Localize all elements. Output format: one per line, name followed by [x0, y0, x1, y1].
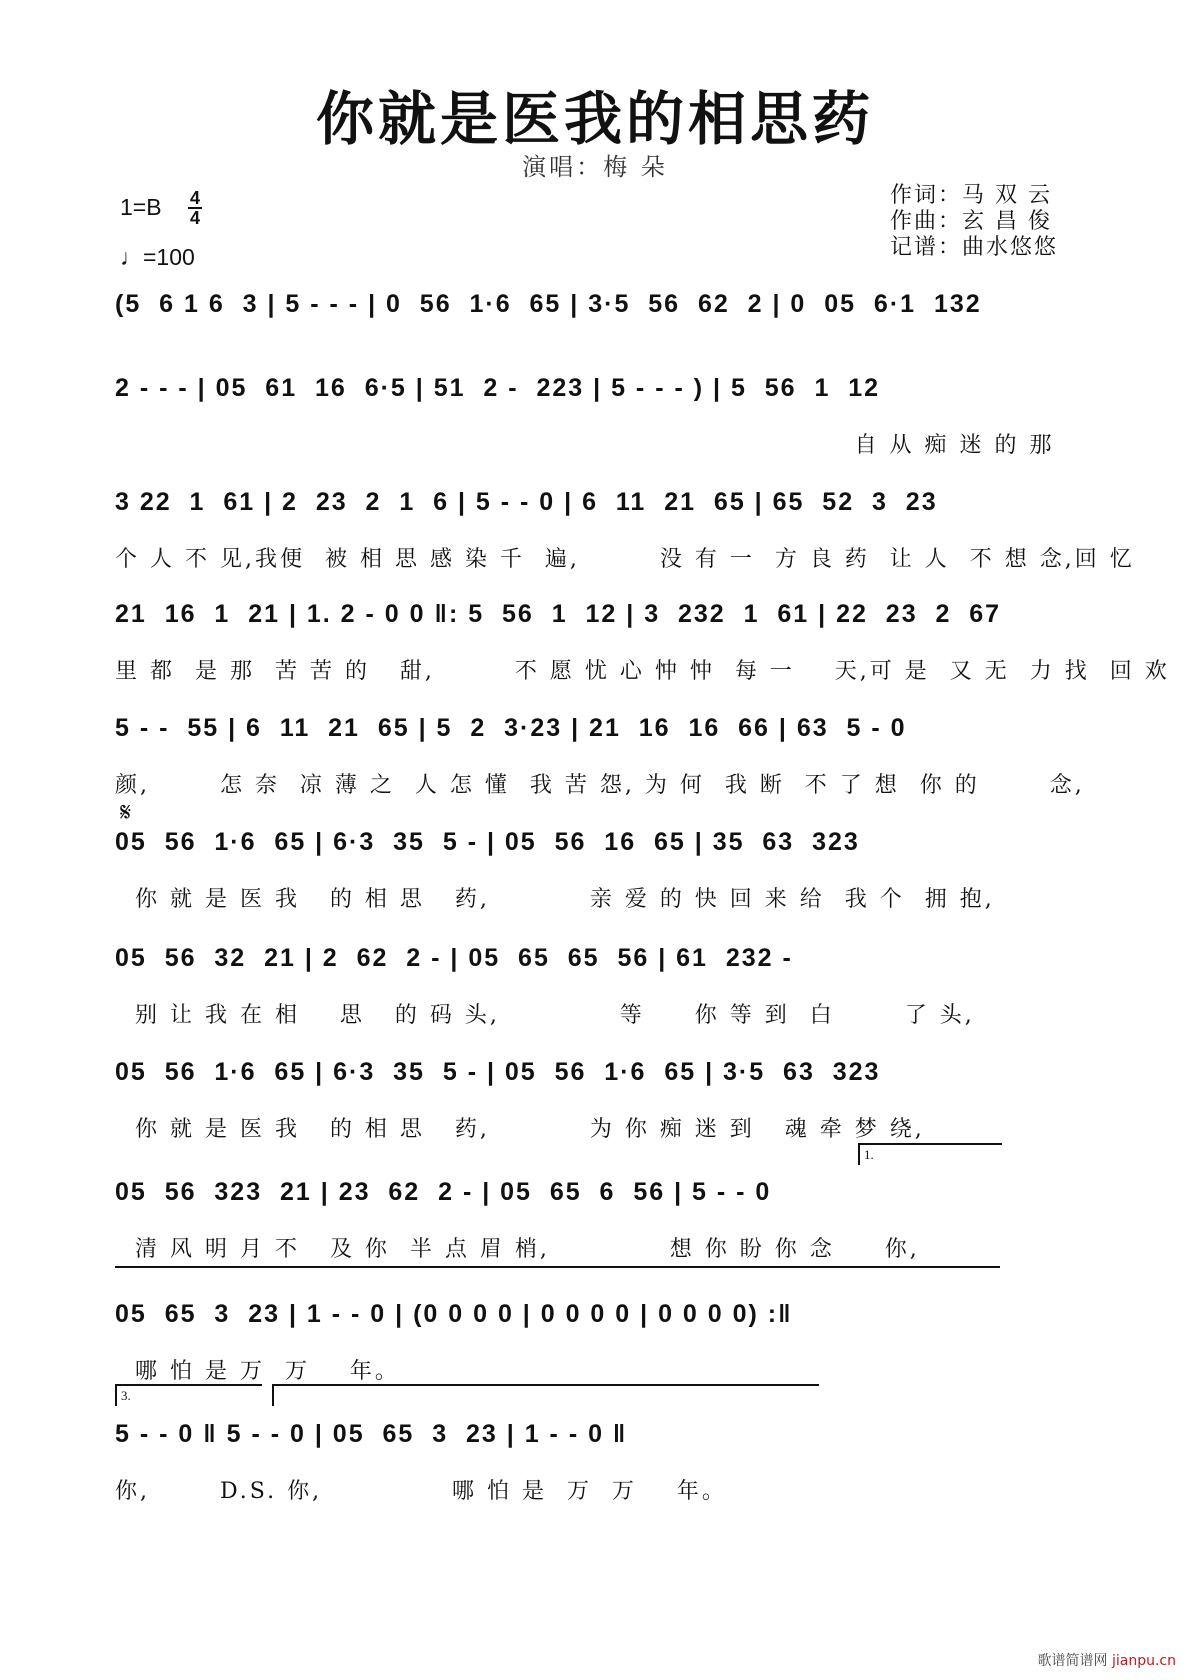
key-signature: 1=B	[120, 194, 162, 220]
site-watermark	[1038, 1650, 1176, 1670]
row-lyrics: 别 让 我 在 相 思 的 码 头, 等 你 等 到 白 了 头,	[115, 1003, 975, 1028]
row-lyrics: 清 风 明 月 不 及 你 半 点 眉 梢, 想 你 盼 你 念 你,	[115, 1237, 920, 1262]
singer-credit: 演唱：梅 朵	[522, 153, 668, 181]
row-notes: 5 - - 0 ‖ 5 - - 0 | 05 65 3 23 | 1 - - 0 ‖	[115, 1420, 628, 1448]
row-notes: (5 6 1 6 3 | 5 - - - | 0 56 1·6 65 | 3·5 56 62 2 | 0 05 6·1 132	[115, 290, 982, 318]
row-lyrics: 哪 怕 是 万 万 年。	[115, 1359, 400, 1384]
row-notes: 05 56 1·6 65 | 6·3 35 5 - | 05 56 1·6 65 | 3·5 63 323	[115, 1058, 881, 1086]
row-notes: 05 56 1·6 65 | 6·3 35 5 - | 05 56 16 65 | 35 63 323	[115, 828, 860, 856]
volta-coda-line	[272, 1384, 819, 1406]
row-notes: 5 - - 55 | 6 11 21 65 | 5 2 3·23 | 21 16 16 66 | 63 5 - 0	[115, 714, 907, 742]
row-lyrics: 自 从 痴 迷 的 那	[115, 433, 1055, 458]
row-lyrics: 你, D.S. 你, 哪 怕 是 万 万 年。	[115, 1479, 727, 1504]
volta-third-ending: 3.	[115, 1384, 262, 1406]
row-notes: 05 56 32 21 | 2 62 2 - | 05 65 65 56 | 61 232 -	[115, 944, 793, 972]
row-lyrics: 里 都 是 那 苦 苦 的 甜, 不 愿 忧 心 忡 忡 每 一 天,可 是 又 无 力 找 回 欢	[115, 659, 1170, 684]
watermark-site-name: 歌谱简谱网	[1037, 1653, 1108, 1669]
volta-first-ending: 1.	[858, 1143, 1002, 1165]
row-lyrics: 颜, 怎 奈 凉 薄 之 人 怎 懂 我 苦 怨, 为 何 我 断 不 了 想 你 的 念,	[115, 773, 1085, 798]
row-notes: 3 22 1 61 | 2 23 2 1 6 | 5 - - 0 | 6 11 21 65 | 65 52 3 23	[115, 488, 938, 516]
row-lyrics: 你 就 是 医 我 的 相 思 药, 亲 爱 的 快 回 来 给 我 个 拥 抱,	[115, 887, 995, 912]
row-lyrics: 个 人 不 见,我便 被 相 思 感 染 千 遍, 没 有 一 方 良 药 让 人 不 想 念,回 忆	[115, 547, 1135, 572]
segno-sign: 𝄋	[120, 798, 132, 828]
lyricist-credit: 作词：马 双 云	[890, 183, 1052, 208]
row-lyrics: 你 就 是 医 我 的 相 思 药, 为 你 痴 迷 到 魂 牵 梦 绕,	[115, 1117, 925, 1142]
row-notes: 05 56 323 21 | 23 62 2 - | 05 65 6 56 | 5 - - 0	[115, 1178, 772, 1206]
row-notes: 2 - - - | 05 61 16 6·5 | 51 2 - 223 | 5 - - - ) | 5 56 1 12	[115, 374, 881, 402]
volta-second-ending-line	[115, 1266, 1000, 1288]
time-signature-bottom: 4	[189, 208, 200, 228]
row-notes: 21 16 1 21 | 1. 2 - 0 0 ‖: 5 56 1 12 | 3 232 1 61 | 22 23 2 67	[115, 600, 1002, 628]
score-title: 你就是医我的相思药	[315, 85, 874, 153]
transcriber-credit: 记谱：曲水悠悠	[890, 235, 1059, 260]
row-notes: 05 65 3 23 | 1 - - 0 | (0 0 0 0 | 0 0 0 0 | 0 0 0 0) :‖	[115, 1300, 793, 1328]
tempo-marking: ♩=100	[120, 244, 195, 270]
watermark-url: jianpu.cn	[1111, 1653, 1176, 1669]
time-signature-top: 4	[189, 188, 200, 208]
composer-credit: 作曲：玄 昌 俊	[890, 209, 1052, 234]
time-signature	[188, 190, 202, 226]
